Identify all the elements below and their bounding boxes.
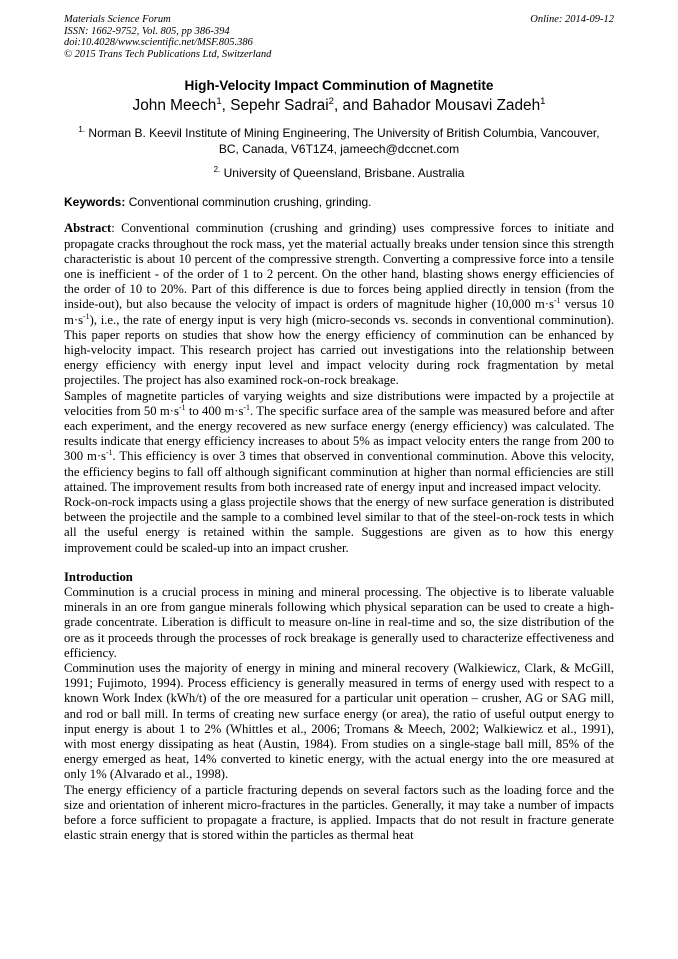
author-affiliation-mark: 2: [328, 96, 334, 108]
journal-header: [64, 14, 614, 60]
affiliation-number: 2.: [213, 165, 221, 175]
abstract: [64, 221, 614, 555]
introduction-paragraph: Comminution is a crucial process in mining and mineral processing. The objective is to liberate valuable minerals in an ore from gangue minerals following which physical separation can be used to create a high-grade concentrate. Liberation is difficult to measure on-line in real-time and so, the size distribution of the ore as it proceeds through the processes of rock breakage is generally used to characterize effectiveness and efficiency.: [64, 585, 614, 660]
paper-title: High-Velocity Impact Comminution of Magnetite: [184, 78, 494, 94]
affiliation-2: [68, 165, 610, 181]
abstract-text: to 400 m·s: [185, 403, 244, 418]
affiliation-text: University of Queensland, Brisbane. Australia: [220, 166, 465, 181]
author-list: [64, 97, 614, 115]
keywords: [64, 195, 614, 209]
abstract-text: . The specific surface area of the sample was measured before and after each experiment, and the energy recovered as new surface energy (energy efficiency) was calculated. The results indicate that energy efficiency increases to about 5% as impact velocity enters the range from 200 to 300 m·s: [64, 403, 614, 464]
abstract-text: ), i.e., the rate of energy input is very high (micro-seconds vs. seconds in conventional comminution). This paper reports on studies that show how the energy efficiency of comminution can be enhanced by high-velocity impact. This research project has carried out investigations into the relationship between energy efficiency with energy input level and impact velocity during rock fragmentation by metal projectiles. The project has also examined rock-on-rock breakage.: [64, 312, 614, 388]
author-name: Sepehr Sadrai: [230, 97, 329, 115]
abstract-paragraph: [64, 221, 614, 388]
introduction-paragraph: Comminution uses the majority of energy in mining and mineral recovery (Walkiewicz, Clark, & McGill, 1991; Fujimoto, 1994). Process efficiency is generally measured in terms of energy used with respect to a known Work Index (kWh/t) of the ore measured for a particular unit operation – crusher, AG or SAG mill, and rod or ball mill. In terms of creating new surface energy (or area), the ratio of useful output energy to input energy is about 1 to 2% (Whittles et al., 2006; Tromans & Meech, 2002; Walkiewicz et al., 1991), with most energy dissipating as heat (Austin, 1984). From studies on a single-stage ball mill, 85% of the energy emerged as heat, 14% converted to kinetic energy, with the actual energy into the ore measured at only 1% (Alvarado et al., 1998).: [64, 661, 614, 782]
superscript: -1: [105, 448, 113, 458]
keywords-text: Conventional comminution crushing, grinding.: [125, 195, 372, 210]
author-affiliation-mark: 1: [540, 96, 546, 108]
author-separator: , and: [333, 97, 373, 115]
online-date: Online: 2014-09-12: [530, 14, 614, 25]
author-name: John Meech: [132, 97, 217, 115]
superscript: -1: [243, 402, 250, 412]
affiliation-number: 1.: [78, 125, 86, 135]
abstract-label: Abstract: [64, 221, 112, 236]
abstract-text: Samples of magnetite particles of varying weights and size distributions were impacted by a projectile at velocities from 50 m·s: [64, 388, 614, 418]
introduction-paragraph: The energy efficiency of a particle fracturing depends on several factors such as the loading force and the size and orientation of inherent micro-fractures in the particles. Generally, it may take a number of impacts before a force sufficient to propagate a fracture, is applied. Impacts that do not result in fracture generate elastic strain energy that is stored within the particles as thermal heat: [64, 782, 614, 843]
abstract-paragraph: [64, 389, 614, 495]
author-separator: ,: [221, 97, 231, 115]
superscript: -1: [178, 402, 186, 412]
affiliation-text: Norman B. Keevil Institute of Mining Engineering, The University of British Columbia, Vancouver, BC, Canada, V6T1Z4, jameech@dccnet.com: [85, 126, 600, 157]
author-affiliation-mark: 1: [216, 96, 222, 108]
superscript: -1: [83, 311, 90, 321]
abstract-text: . This efficiency is over 3 times that observed in conventional comminution. Above this velocity, the efficiency begins to fall off although significant comminution at higher than normal efficiencies are still attained. The improvement results from both increased rate of energy input and increased impact velocity.: [64, 449, 614, 494]
abstract-text: : Conventional comminution (crushing and grinding) uses compressive forces to initiate and propagate cracks throughout the rock mass, yet the material actually breaks under tension since this strength characteristic is about 10 percent of the compressive strength. Converting a compressive force into a tensile one is inefficient - of the order of 1 to 2 percent. On the other hand, blasting shows energy efficiencies of the order of 10 to 20%. Part of this difference is due to forces being applied directly in tension (from the inside-out), but also because the velocity of impact is orders of magnitude higher (10,000 m·s: [64, 221, 614, 312]
superscript: -1: [553, 296, 561, 306]
affiliation-1: [68, 125, 610, 157]
abstract-paragraph: Rock-on-rock impacts using a glass projectile shows that the energy of new surface generation is distributed between the projectile and the sample to a combined level similar to that of the steel-on-rock tests in which all the useful energy is retained within the sample. Suggestions are given as to how this energy improvement could be scaled-up into an impact crusher.: [64, 495, 614, 555]
doi-line: doi:10.4028/www.scientific.net/MSF.805.386: [64, 37, 253, 49]
issn-line: ISSN: 1662-9752, Vol. 805, pp 386-394: [64, 25, 230, 37]
author-name: Bahador Mousavi Zadeh: [372, 97, 541, 115]
abstract-text: versus 10 m·s: [64, 297, 614, 327]
journal-name: Materials Science Forum: [64, 14, 171, 25]
keywords-label: Keywords:: [64, 195, 126, 210]
introduction-heading: Introduction: [64, 569, 133, 584]
copyright-line: © 2015 Trans Tech Publications Ltd, Switzerland: [64, 48, 272, 60]
introduction-body: [64, 585, 614, 843]
